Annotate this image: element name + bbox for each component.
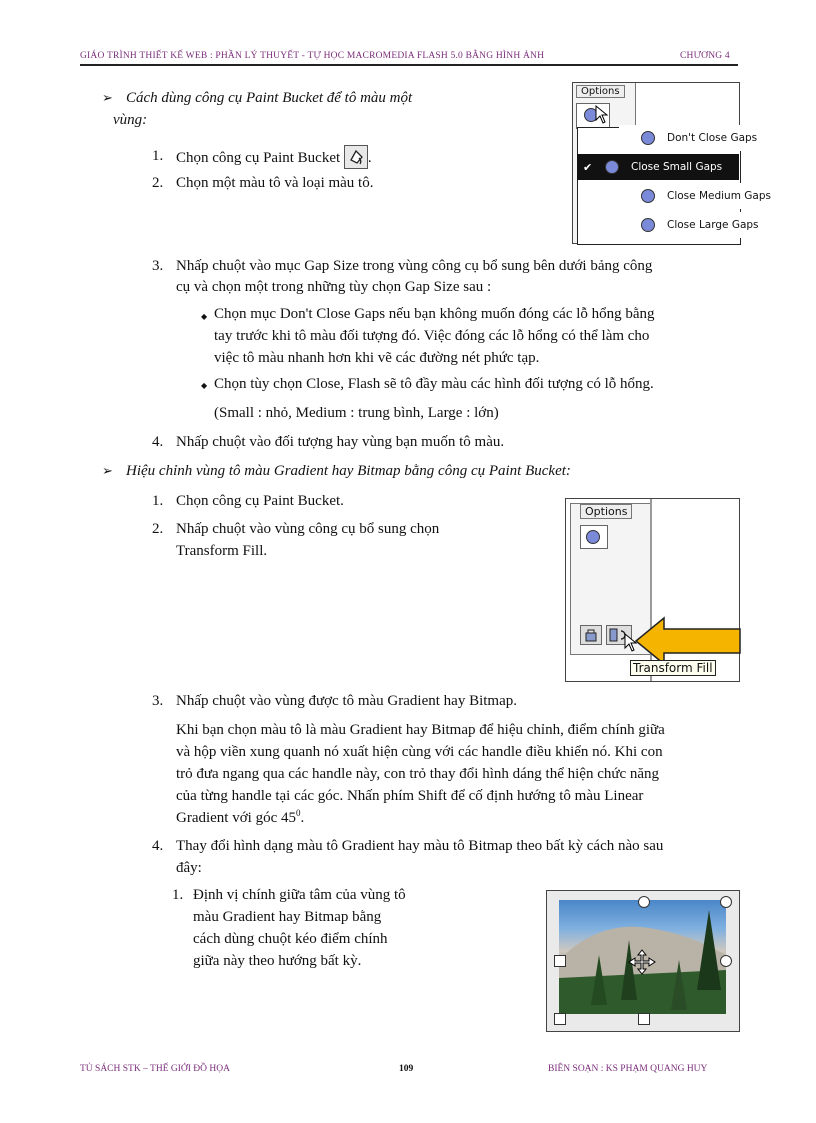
header-title: GIÁO TRÌNH THIẾT KẾ WEB : PHẦN LÝ THUYẾT - TỰ HỌC MACROMEDIA FLASH 5.0 BẰNG HÌNH ẢNH — [80, 51, 545, 61]
s2-para-line2: và hộp viền xung quanh nó xuất hiện cùng với các handle điều khiển nó. Khi con — [176, 744, 663, 760]
s2-step3-num: 3. — [152, 693, 164, 709]
gap-size-icon — [586, 530, 600, 544]
s2-para-line5-tail: . — [300, 810, 305, 826]
section2-arrow-bullet: ➢ — [102, 463, 113, 478]
s2-para-line4: của từng handle tại các góc. Nhấn phím Shift để cố định hướng tô màu Linear — [176, 788, 644, 804]
transform-fill-screenshot — [565, 498, 740, 682]
section2-title: Hiệu chỉnh vùng tô màu Gradient hay Bitmap bằng công cụ Paint Bucket: — [126, 463, 571, 479]
menu-item-close-large-gaps[interactable] — [619, 212, 783, 238]
footer-left: TỦ SÁCH STK – THẾ GIỚI ĐỒ HỌA — [80, 1064, 230, 1074]
s1-step1-label: Chọn công cụ Paint Bucket — [176, 150, 341, 166]
s2-para-line5 — [176, 807, 304, 829]
gap-icon — [641, 189, 655, 203]
degree-superscript: 0 — [296, 808, 301, 818]
gap-icon — [641, 131, 655, 145]
checkmark-icon: ✔ — [583, 160, 593, 174]
s1-step4-num: 4. — [152, 434, 164, 450]
s2-step3-text: Nhấp chuột vào vùng được tô màu Gradient hay Bitmap. — [176, 693, 517, 709]
width-handle[interactable] — [554, 955, 566, 967]
page-number: 109 — [399, 1064, 414, 1074]
section1-arrow-bullet: ➢ — [102, 90, 113, 105]
s1-step3-line2: cụ và chọn một trong những tùy chọn Gap Size sau : — [176, 279, 492, 295]
skew-handle[interactable] — [720, 896, 732, 908]
height-handle[interactable] — [638, 1013, 650, 1025]
move-cursor-icon[interactable] — [627, 948, 657, 976]
gap-size-button[interactable] — [580, 525, 608, 549]
menu-item-label: Close Small Gaps — [631, 161, 723, 173]
bullet-dot: ◆ — [201, 381, 208, 390]
footer-right: BIÊN SOẠN : KS PHẠM QUANG HUY — [548, 1064, 708, 1074]
s2-step4-line2: đây: — [176, 860, 202, 876]
s2-sub1-line3: cách dùng chuột kéo điểm chính — [193, 931, 388, 947]
s1-bullet1-line3: việc tô màu nhanh hơn khi vẽ các đường nét phức tạp. — [214, 350, 540, 366]
section1-title-line2: vùng: — [113, 112, 148, 128]
s1-step1-num: 1. — [152, 148, 164, 164]
menu-item-label: Don't Close Gaps — [667, 132, 758, 144]
s1-step1-tail: . — [367, 150, 372, 166]
section1-title-line1: Cách dùng công cụ Paint Bucket để tô màu một — [126, 90, 413, 106]
s2-step2-line2: Transform Fill. — [176, 543, 268, 559]
s2-step2-line1: Nhấp chuột vào vùng công cụ bổ sung chọn — [176, 521, 440, 537]
lock-fill-icon — [581, 626, 601, 644]
transform-fill-tooltip: Transform Fill — [630, 660, 716, 676]
rotate-handle[interactable] — [720, 955, 732, 967]
s2-step1-num: 1. — [152, 493, 164, 509]
corner-handle[interactable] — [554, 1013, 566, 1025]
s1-step2-num: 2. — [152, 175, 164, 191]
s1-bullet1-line2: tay trước khi tô màu đối tượng đó. Việc đóng các lỗ hổng có thể làm cho — [214, 328, 650, 344]
s2-sub1-num: 1. — [172, 887, 184, 903]
s1-bullet1-line1: Chọn mục Don't Close Gaps nếu bạn không muốn đóng các lỗ hổng bằng — [214, 306, 655, 322]
s1-bullet2-note: (Small : nhỏ, Medium : trung bình, Large : lớn) — [214, 405, 499, 421]
bitmap-fill-screenshot — [546, 890, 740, 1032]
lock-fill-button[interactable] — [580, 625, 602, 645]
s2-para-line1: Khi bạn chọn màu tô là màu Gradient hay Bitmap để hiệu chỉnh, điểm chính giữa — [176, 722, 665, 738]
s2-step2-num: 2. — [152, 521, 164, 537]
s2-sub1-line1: Định vị chính giữa tâm của vùng tô — [193, 887, 406, 903]
s2-para-line3: trỏ đưa ngang qua các handle này, con trỏ thay đổi hình dáng thể hiện chức năng — [176, 766, 660, 782]
menu-item-close-medium-gaps[interactable] — [619, 183, 783, 209]
menu-item-label: Close Medium Gaps — [667, 190, 771, 202]
paint-bucket-icon — [344, 145, 368, 169]
s1-step3-num: 3. — [152, 258, 164, 274]
gap-icon — [605, 160, 619, 174]
s1-step2-text: Chọn một màu tô và loại màu tô. — [176, 175, 374, 191]
s1-bullet2: Chọn tùy chọn Close, Flash sẽ tô đầy màu các hình đối tượng có lỗ hổng. — [214, 376, 654, 392]
mouse-pointer-icon — [595, 105, 609, 125]
callout-arrow-icon — [634, 616, 740, 666]
s1-step3-line1: Nhấp chuột vào mục Gap Size trong vùng công cụ bổ sung bên dưới bảng công — [176, 258, 653, 274]
options-tab: Options — [580, 504, 632, 519]
gap-icon — [641, 218, 655, 232]
s2-step1-text: Chọn công cụ Paint Bucket. — [176, 493, 344, 509]
menu-item-dont-close-gaps[interactable] — [619, 125, 783, 151]
rotate-handle[interactable] — [638, 896, 650, 908]
s2-step4-line1: Thay đổi hình dạng màu tô Gradient hay màu tô Bitmap theo bất kỳ cách nào sau — [176, 838, 664, 854]
s2-sub1-line4: giữa này theo hướng bất kỳ. — [193, 953, 362, 969]
header-chapter: CHƯƠNG 4 — [680, 51, 730, 61]
gap-size-menu-screenshot — [572, 82, 771, 244]
options-tab: Options — [576, 85, 625, 98]
s2-step4-num: 4. — [152, 838, 164, 854]
s2-para-line5-text: Gradient với góc 45 — [176, 810, 296, 826]
header-rule — [80, 64, 738, 66]
menu-item-label: Close Large Gaps — [667, 219, 759, 231]
s1-step4-text: Nhấp chuột vào đối tượng hay vùng bạn muốn tô màu. — [176, 434, 505, 450]
bullet-dot: ◆ — [201, 312, 208, 321]
s2-sub1-line2: màu Gradient hay Bitmap bằng — [193, 909, 382, 925]
s1-step1-text — [176, 145, 372, 169]
menu-item-close-small-gaps[interactable] — [577, 154, 739, 180]
